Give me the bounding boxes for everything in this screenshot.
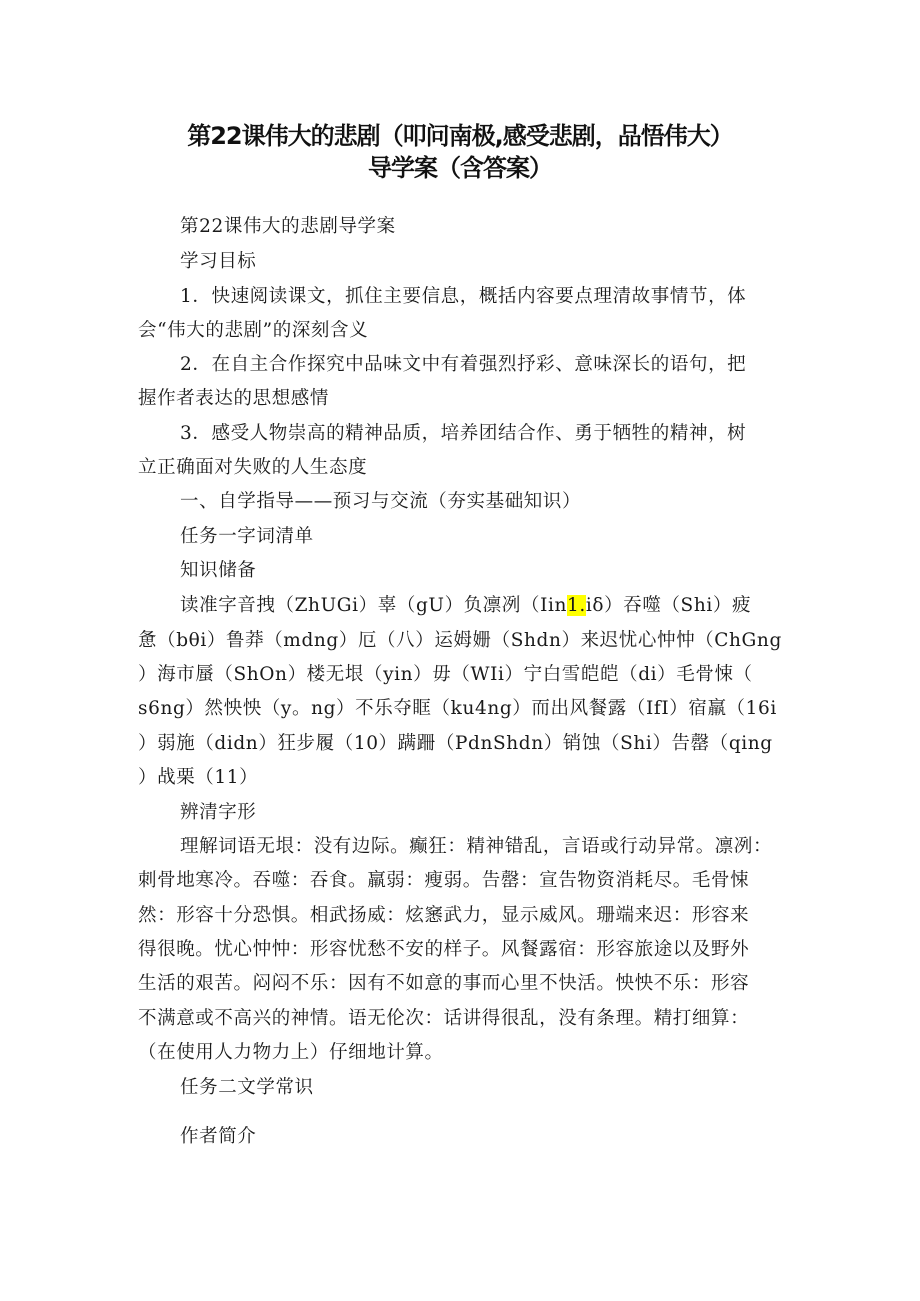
- goal-1-line-2: 会“伟大的悲剧”的深刻含义: [138, 320, 369, 341]
- document-title: 第22课伟大的悲剧（叩问南极,感受悲剧，品悟伟大）: [187, 122, 733, 150]
- goal-3-line-1: 3．感受人物崇高的精神品质，培养团结合作、勇于牺牲的精神，树: [180, 423, 747, 444]
- goal-2-line-1: 2．在自主合作探究中品味文中有着强烈抒彩、意味深长的语句，把: [180, 354, 747, 375]
- pronunciation-text-a: 读准字音拽（ZhUGi）辜（gU）负凛冽（Iin: [180, 595, 568, 616]
- pronunciation-text-b: iδ）吞噬（Shi）疲: [585, 595, 752, 616]
- goal-2-line-2: 握作者表达的思想感情: [138, 388, 330, 409]
- pronunciation-line-6: ）战栗（11）: [138, 767, 259, 788]
- goal-3-line-2: 立正确面对失败的人生态度: [138, 457, 368, 478]
- goal-1-line-1: 1．快速阅读课文，抓住主要信息，概括内容要点理清故事情节，体: [180, 286, 747, 307]
- highlighted-text: 1.: [567, 595, 586, 616]
- pronunciation-line-3: ）海市蜃（ShOn）楼无垠（yin）毋（WIi）宁白雪皑皑（di）毛骨悚（: [138, 664, 753, 685]
- knowledge-heading: 知识储备: [180, 560, 257, 581]
- vocab-line-7: （在使用人力物力上）仔细地计算。: [138, 1042, 444, 1063]
- lesson-heading: 第22课伟大的悲剧导学案: [180, 216, 396, 237]
- vocab-line-3: 然：形容十分恐惧。相武扬威：炫窸武力，显示威风。珊端来迟：形容来: [138, 905, 750, 926]
- pronunciation-line-5: ）弱施（didn）狂步履（10）蹒跚（PdnShdn）销蚀（Shi）告罄（qing: [138, 733, 773, 754]
- pronunciation-line-2: 惫（bθi）鲁莽（mdng）厄（八）运姆姗（Shdn）来迟忧心忡忡（ChGng: [138, 630, 782, 651]
- vocab-line-5: 生活的艰苦。闷闷不乐：因有不如意的事而心里不快活。怏怏不乐：形容: [138, 973, 750, 994]
- author-heading: 作者简介: [180, 1126, 257, 1147]
- pronunciation-line-1: [180, 593, 751, 619]
- vocab-line-6: 不满意或不高兴的神情。语无伦次：话讲得很乱，没有条理。精打细算：: [138, 1008, 750, 1029]
- vocab-line-2: 刺骨地寒冷。吞噬：吞食。羸弱：瘦弱。告罄：宣告物资消耗尽。毛骨悚: [138, 870, 750, 891]
- pronunciation-line-4: s6ng）然怏怏（y。ng）不乐夺眶（ku4ng）而出风餐露（IfI）宿羸（16i: [138, 698, 777, 719]
- distinguish-heading: 辨清字形: [180, 802, 257, 823]
- part-1-heading: 一、自学指导——预习与交流（夯实基础知识）: [180, 491, 582, 512]
- section-goals-heading: 学习目标: [180, 251, 257, 272]
- task-1-heading: 任务一字词清单: [180, 526, 314, 547]
- vocab-line-1: 理解词语无垠：没有边际。癫狂：精神错乱，言语或行动异常。凛冽：: [180, 836, 773, 857]
- document-subtitle: 导学案（含答案）: [368, 154, 552, 182]
- vocab-line-4: 得很晚。忧心忡忡：形容忧愁不安的样子。风餐露宿：形容旅途以及野外: [138, 939, 750, 960]
- task-2-heading: 任务二文学常识: [180, 1077, 314, 1098]
